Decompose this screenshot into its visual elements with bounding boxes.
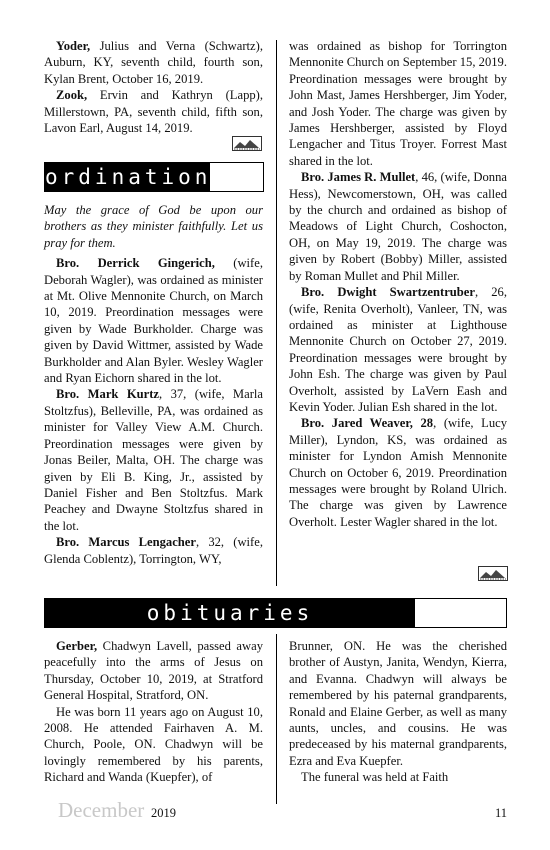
ordination-entry: Bro. Mark Kurtz, 37, (wife, Marla Stoltzfus), Belleville, PA, was ordained as minister for Valley View A.M. Church. Preordination messages were given by Jonas Beiler, Malta, OH. The charge was given by Eli B. King, Jr., assisted by Daniel Fisher and Ben Stoltzfus. Mark Peachey and Dwayne Stoltzfus shared in the lot. (44, 387, 263, 533)
ordinations-left-column (44, 202, 263, 567)
ordination-entry: Bro. James R. Mullet, 46, (wife, Donna Hess), Newcomerstown, OH, was called by the church and ordained as bishop of Meadows of Light Church, Coshocton, OH, on May 19, 2019. The charge was given by Robert (Bobby) Miller, assisted by Roman Mullet and Phil Miller. (289, 170, 507, 283)
obituary-paragraph: The funeral was held at Faith (301, 770, 449, 785)
ordination-entry: Bro. Marcus Lengacher, 32, (wife, Glenda Coblentz), Torrington, WY, (44, 535, 263, 566)
column-divider (276, 634, 277, 804)
obituaries-title: obituaries (45, 599, 415, 627)
ordination-entry: Bro. Jared Weaver, 28, (wife, Lucy Miller), Lyndon, KS, was ordained as minister for Lyndon Amish Mennonite Church on October 6, 2019. Preordination messages were brought by Roland Ulrich. The charge was given by Lawrence Overholt. Lester Wagler shared in the lot. (289, 416, 508, 529)
ordination-entry: Bro. Derrick Gingerich, (wife, Deborah Wagler), was ordained as minister at Mt. Olive Mennonite Church, on March 10, 2019. Preordination messages were given by Wade Burkholder. Charge was given by David Wittmer, assisted by Wade Burkholder and Alan Byler. Wesley Wagler and Ryan Eichorn shared in the lot. (44, 256, 263, 386)
ordination-entry-continued: was ordained as bishop for Torrington Mennonite Church on September 15, 2019. Preordination messages were brought by John Mast, James Hershberger, Jim Yoder, and Josh Yoder. The charge was given by James Hershberger, assisted by Floyd Lengacher and Titus Troyer. Forrest Mast shared in the lot. (289, 39, 507, 168)
landscape-ornament-icon (232, 136, 262, 151)
page-number: 11 (495, 806, 508, 820)
obituary-paragraph: He was born 11 years ago on August 10, 2008. He attended Fairhaven A. M. Church, Poole, ON. Chadwyn will be lovingly remembered by his parents, Richard and Wanda (Kuepfer), of (44, 704, 263, 785)
footer-month: December (58, 798, 145, 822)
column-divider (276, 40, 277, 586)
birth-entry: Yoder, Julius and Verna (Schwartz), Auburn, KY, seventh child, fourth son, Kylan Brent, October 16, 2019. (44, 39, 263, 86)
ordinations-header (44, 162, 264, 192)
ordinations-title: ordinations (45, 165, 229, 189)
obituary-paragraph: Gerber, Chadwyn Lavell, passed away peacefully into the arms of Jesus on Thursday, October 10, 2019, at Stratford General Hospital, Stratford, ON. (44, 639, 263, 703)
obituaries-left-column (44, 638, 263, 786)
obituaries-header (44, 598, 507, 628)
ordinations-intro: May the grace of God be upon our brothers as they minister faithfully. Let us pray for them. (44, 203, 263, 250)
footer-year: 2019 (151, 806, 176, 820)
birth-entry: Zook, Ervin and Kathryn (Lapp), Millerstown, PA, seventh child, fifth son, Lavon Earl, August 14, 2019. (44, 88, 263, 136)
landscape-ornament-icon (478, 566, 508, 581)
obituary-paragraph: Brunner, ON. He was the cherished brother of Austyn, Janita, Wendyn, Kierra, and Evanna. Chadwyn will always be remembered by his paternal grandparents, Ronald and Elaine Gerber, as well as many aunts, uncles, and cousins. He was predeceased by his maternal grandparents, Ezra and Eva Kuepfer. (289, 639, 507, 768)
right-column-top (289, 38, 507, 530)
left-column-top (44, 38, 263, 136)
obituaries-right-column (289, 638, 507, 786)
ordination-entry: Bro. Dwight Swartzentruber, 26, (wife, Renita Overholt), Vanleer, TN, was ordained as minister at Lighthouse Mennonite Church on October 27, 2019. Preordination messages were brought by John Esh. The charge was given by Paul Overholt, assisted by LaVern Eash and Kevin Yoder. Julian Esh shared in the lot. (289, 285, 507, 414)
